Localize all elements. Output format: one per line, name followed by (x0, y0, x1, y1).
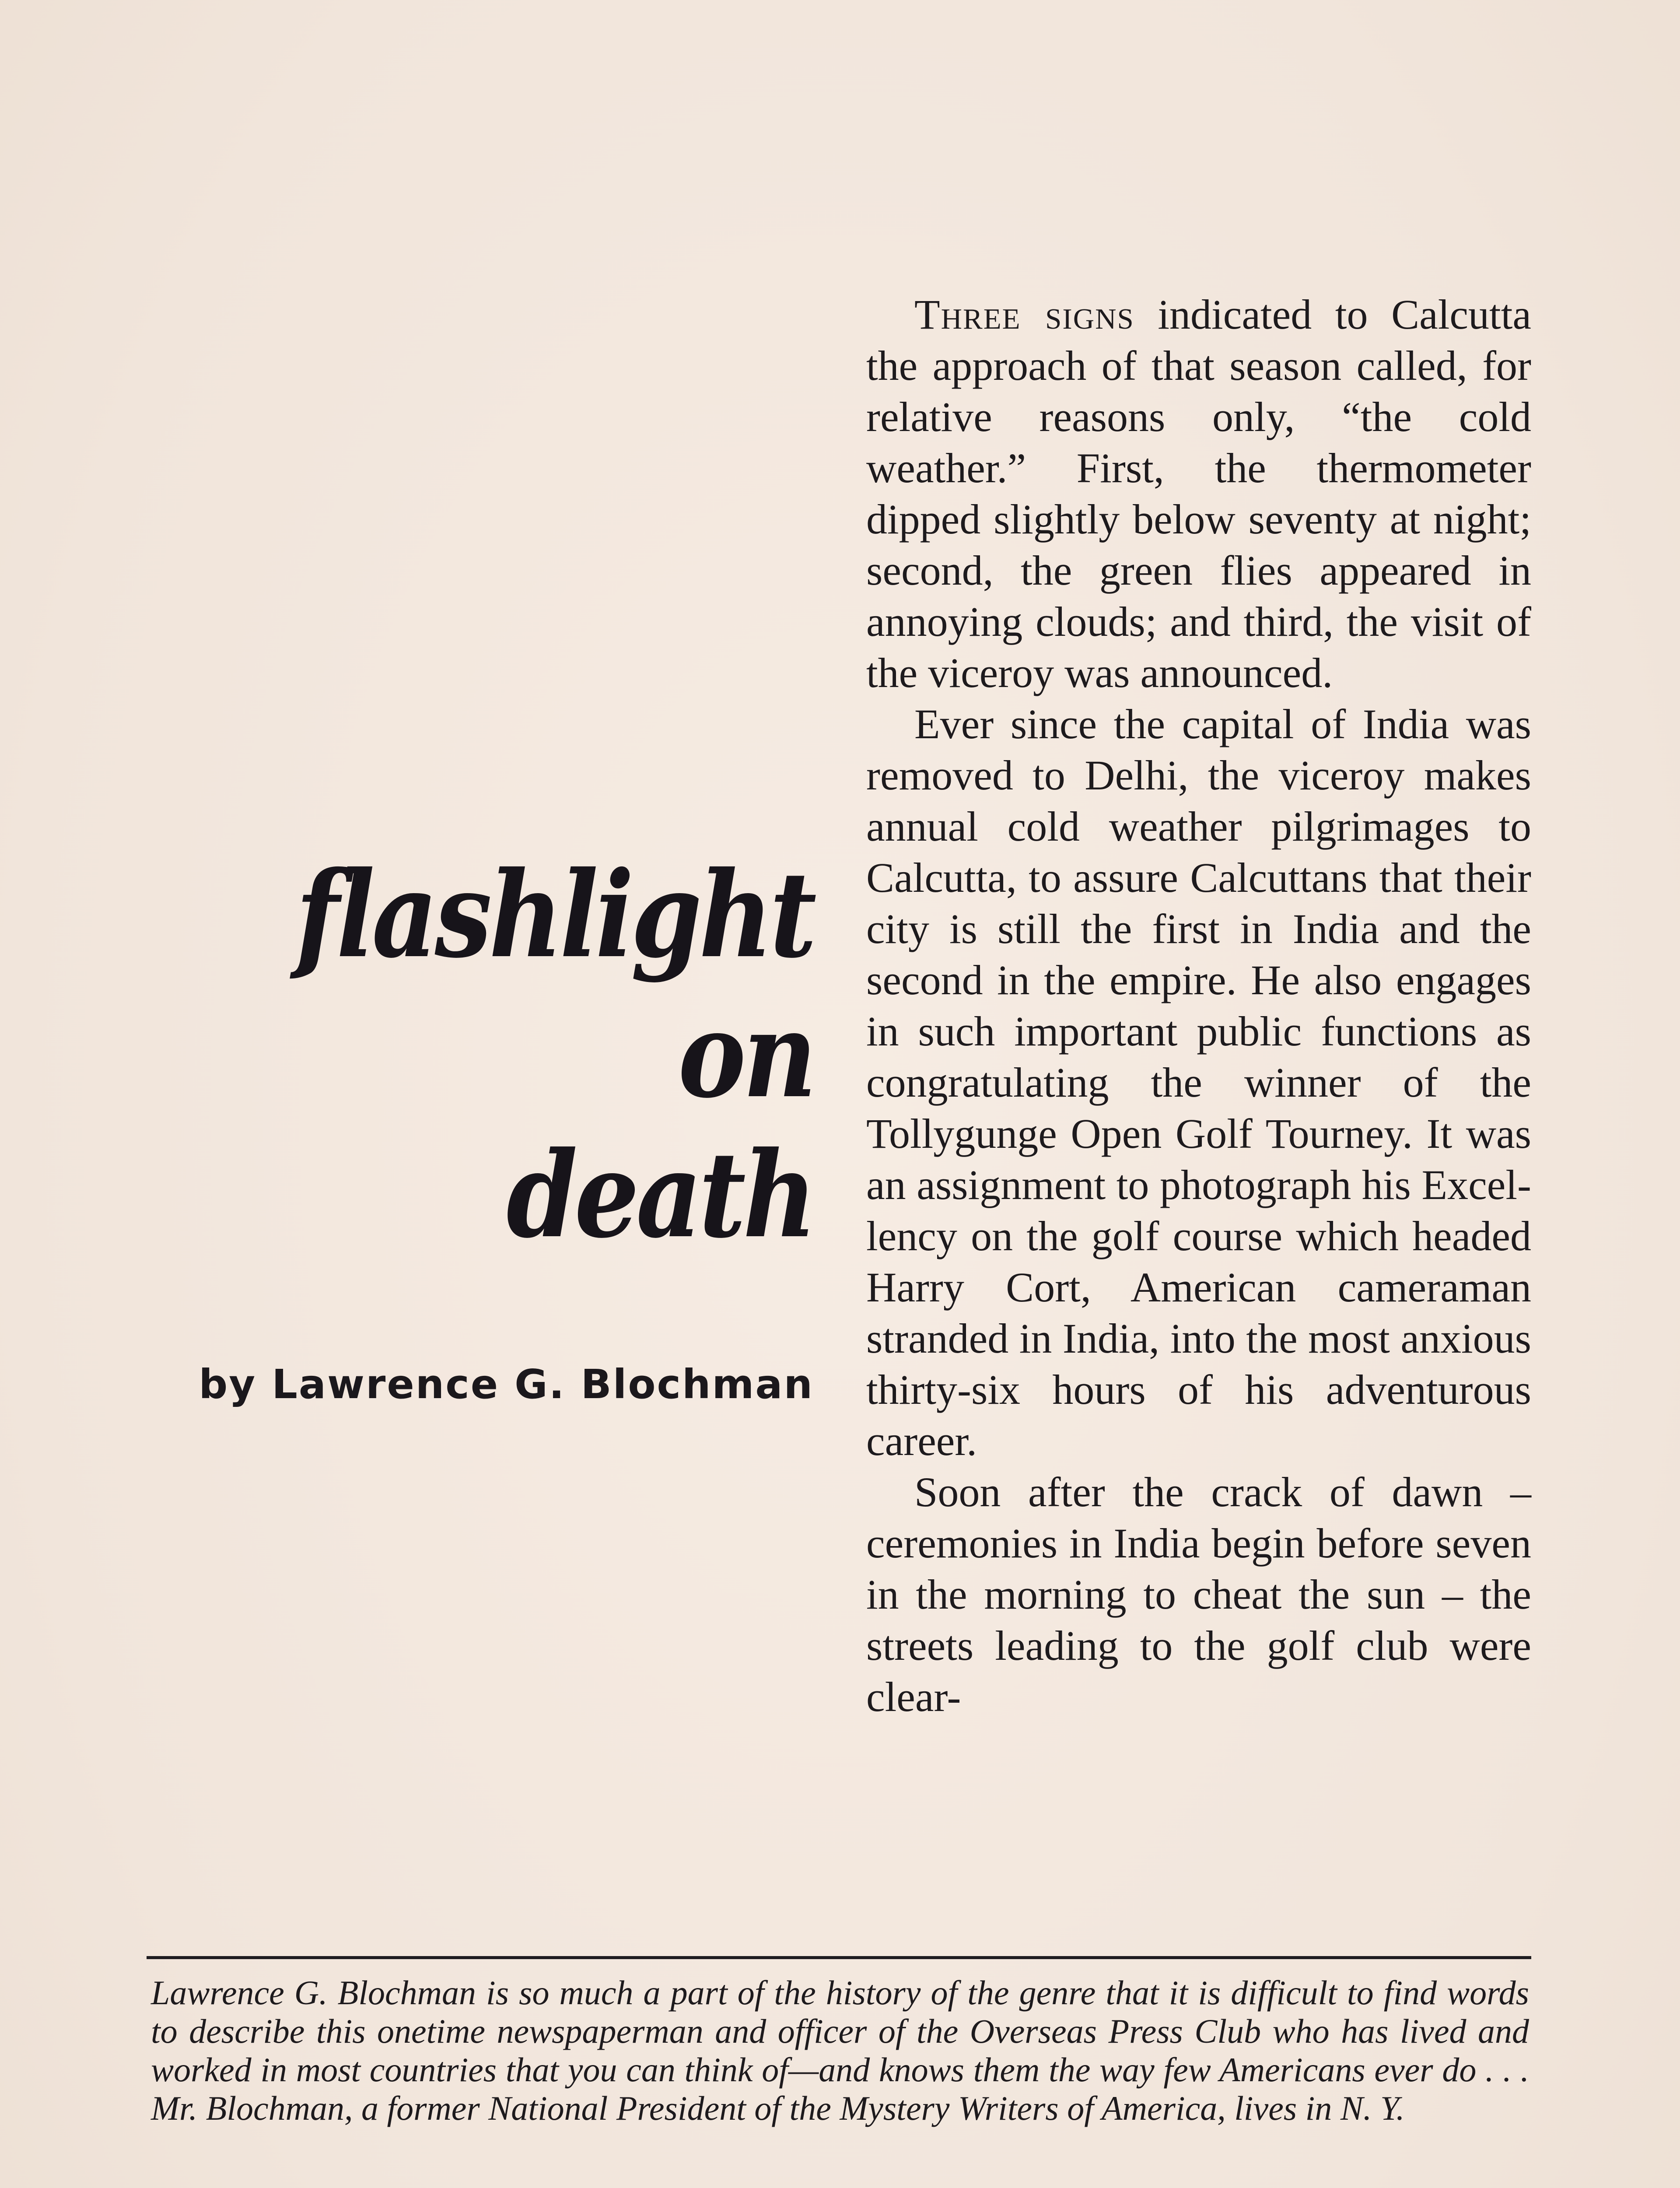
author-bio: Lawrence G. Blochman is so much a part of the history of the genre that it is difficult to find words to describe this onetime newspaperman and officer of the Overseas Press Club who has lived and worked in most countries that you can think of—and knows them the way few Americans ever do . . . Mr. Blochman, a former National President of the Mystery Writers of America, lives in N. Y. (151, 1974, 1529, 2127)
title-line-1: flashlight (295, 845, 814, 984)
story-body (866, 289, 1531, 1722)
paragraph-2: Ever since the capital of India was removed to Delhi, the viceroy makes annual cold weather pilgrimages to Calcutta, to assure Calcuttans that their city is still the first in India and the second in the empire. He also engages in such important public functions as congratulating the winner of the Tollygunge Open Golf Tourney. It was an assignment to photograph his Excellency on the golf course which headed Harry Cort, American cameraman stranded in India, into the most anxious thirty-six hours of his adventurous career. (866, 701, 1531, 1464)
title-line-2: on (678, 985, 814, 1124)
opening-smallcaps: Three signs (914, 291, 1134, 338)
paragraph-1 (866, 289, 1531, 698)
title-line-3: death (506, 1125, 814, 1264)
story-title (131, 845, 814, 1265)
byline: by Lawrence G. Blochman (199, 1361, 814, 1408)
paragraph-3: Soon after the crack of dawn – ceremonies in India begin before seven in the morning to cheat the sun – the streets leading to the golf club were clear- (866, 1469, 1531, 1720)
paragraph-1-text: indicated to Calcutta the approach of that season called, for relative reasons only, “the cold weather.” First, the thermometer dipped slightly below seventy at night; second, the green flies appeared in annoying clouds; and third, the visit of the viceroy was announced. (866, 291, 1531, 696)
bio-top-rule (147, 1956, 1531, 1959)
